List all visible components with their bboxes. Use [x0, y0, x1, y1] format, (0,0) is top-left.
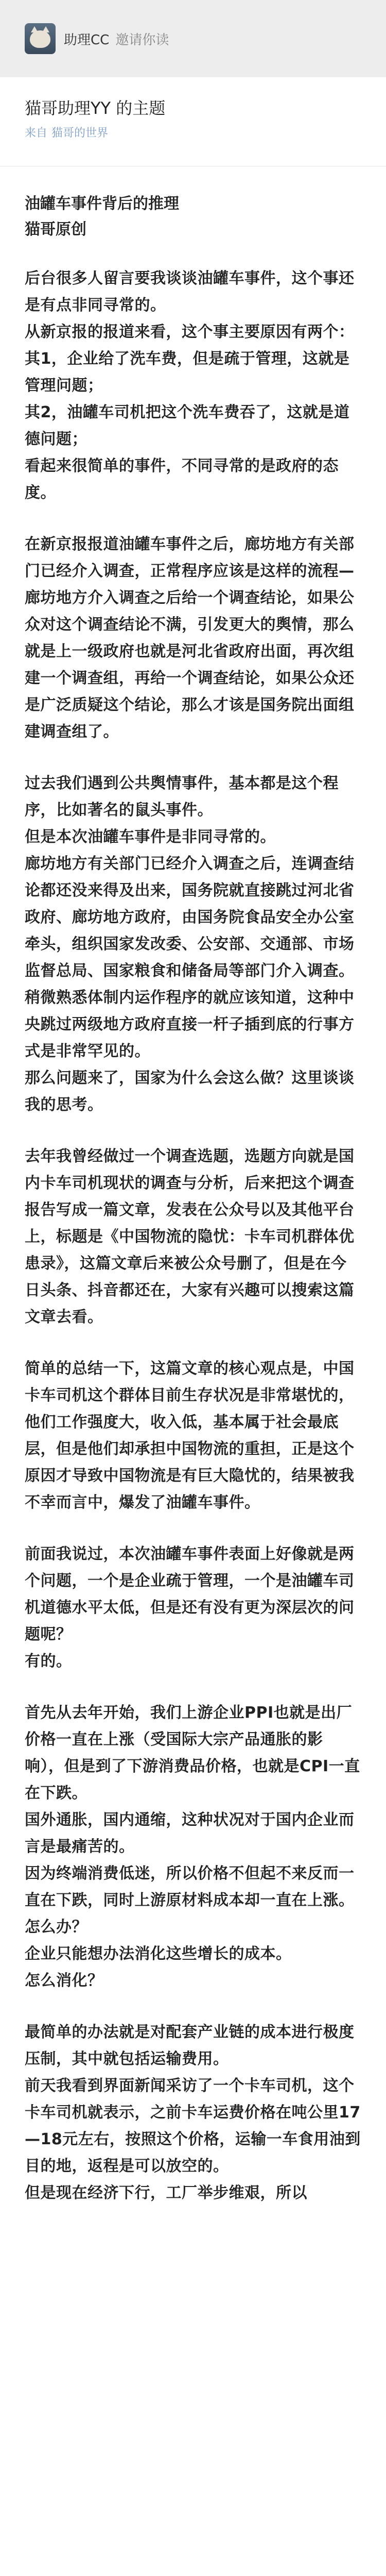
paragraph-line: 因为终端消费低迷，所以价格不但起不来反而一直在下跌，同时上游原材料成本却一直在上涨。: [25, 1865, 355, 1909]
article-subtitle: 猫哥原创: [25, 221, 86, 239]
paragraph-line: 但是本次油罐车事件是非同寻常的。: [25, 828, 276, 846]
paragraph-line: 廊坊地方有关部门已经介入调查之后，连调查结论都还没来得及出来，国务院就直接跳过河北省政府、廊坊地方政府，由国务院食品安全办公室牵头，组织国家发改委、公安部、交通部、市场监督总局、国家粮食和储备局等部门介入调查。: [25, 855, 355, 980]
paragraph-line: 企业只能想办法消化这些增长的成本。: [25, 1945, 292, 1963]
article-paragraph: [25, 1355, 361, 1516]
paragraph-line: 其1，企业给了洗车费，但是疏于管理，这就是管理问题；: [25, 350, 350, 395]
article-paragraph: [25, 1700, 361, 1994]
article-body: [0, 166, 386, 2207]
paragraph-line: 首先从去年开始，我们上游企业PPI也就是出厂价格一直在上涨（受国际大宗产品通胀的影响），但是到了下游消费品价格，也就是CPI一直在下跌。: [25, 1704, 360, 1802]
paragraph-line: 那么问题来了，国家为什么会这么做？这里谈谈我的思考。: [25, 1069, 355, 1114]
paragraph-line: 从新京报的报道来看，这个事主要原因有两个：: [25, 323, 355, 341]
paragraph-line: 怎么办？: [25, 1918, 87, 1936]
paragraph-line: 但是现在经济下行，工厂举步维艰，所以: [25, 2184, 307, 2202]
avatar[interactable]: [25, 23, 56, 54]
paragraph-line: 在新京报报道油罐车事件之后，廊坊地方有关部门已经介入调查，正常程序应该是这样的流程—廊坊地方介入调查之后给一个调查结论，如果公众对这个调查结论不满，引发更大的舆情，那么就是上一级政府也就是河北省政府出面，再次组建一个调查组，再给一个调查结论，如果公众还是广泛质疑这个结论，那么才该是国务院出面组建调查组了。: [25, 535, 355, 741]
paragraph-line: 前天我看到界面新闻采访了一个卡车司机，这个卡车司机就表示，之前卡车运费价格在吨公里17—18元左右，按照这个价格，运输一车食用油到目的地，返程是可以放空的。: [25, 2077, 361, 2175]
topic-title: 猫哥助理YY 的主题: [25, 98, 166, 118]
article-paragraph: [25, 1143, 361, 1331]
invite-text: 邀请你读: [115, 32, 169, 48]
paragraph-line: 国外通胀，国内通缩，这种状况对于国内企业而言是最痛苦的。: [25, 1811, 355, 1856]
article-paragraph: [25, 1541, 361, 1675]
source-label: 来自: [25, 127, 48, 140]
paragraph-line: 前面我说过，本次油罐车事件表面上好像就是两个问题，一个是企业疏于管理，一个是油罐车司机道德水平太低，但是还有没有更为深层次的问题呢？: [25, 1545, 355, 1643]
article-paragraph: [25, 531, 361, 745]
topic-header: [0, 77, 386, 155]
article-title: 油罐车事件背后的推理: [25, 195, 179, 213]
paragraph-line: 看起来很简单的事件，不同寻常的是政府的态度。: [25, 457, 339, 502]
paragraph-line: 有的。: [25, 1652, 72, 1670]
sharer-name: 助理CC: [64, 32, 110, 48]
paragraph-line: 最简单的办法就是对配套产业链的成本进行极度压制，其中就包括运输费用。: [25, 2023, 355, 2068]
paragraph-line: 稍微熟悉体制内运作程序的就应该知道，这种中央跳过两级地方政府直接一杆子插到底的行事方式是非常罕见的。: [25, 989, 355, 1060]
article-paragraph: [25, 2019, 361, 2207]
paragraph-line: 其2，油罐车司机把这个洗车费吞了，这就是道德问题；: [25, 403, 350, 448]
paragraph-list: [25, 265, 361, 2207]
article-paragraph: [25, 770, 361, 1118]
source-link[interactable]: 猫哥的世界: [51, 127, 109, 140]
paragraph-line: 过去我们遇到公共舆情事件，基本都是这个程序，比如著名的鼠头事件。: [25, 774, 339, 819]
article-card: [0, 77, 386, 2576]
share-header: [0, 0, 386, 77]
topic-source: [25, 126, 361, 141]
paragraph-line: 简单的总结一下，这篇文章的核心观点是，中国卡车司机这个群体目前生存状况是非常堪忧的，他们工作强度大，收入低，基本属于社会最底层，但是他们却承担中国物流的重担，正是这个原因才导致中国物流是有巨大隐忧的，结果被我不幸而言中，爆发了油罐车事件。: [25, 1360, 355, 1512]
paragraph-line: 去年我曾经做过一个调查选题，选题方向就是国内卡车司机现状的调查与分析，后来把这个调查报告写成一篇文章，发表在公众号以及其他平台上，标题是《中国物流的隐忧：卡车司机群体优患录》，这篇文章后来被公众号删了，但是在今日头条、抖音都还在，大家有兴趣可以搜索这篇文章去看。: [25, 1147, 355, 1326]
paragraph-line: 怎么消化？: [25, 1972, 103, 1990]
cat-avatar-icon: [30, 30, 50, 48]
paragraph-line: 后台很多人留言要我谈谈油罐车事件，这个事还是有点非同寻常的。: [25, 269, 355, 314]
article-paragraph: [25, 265, 361, 506]
